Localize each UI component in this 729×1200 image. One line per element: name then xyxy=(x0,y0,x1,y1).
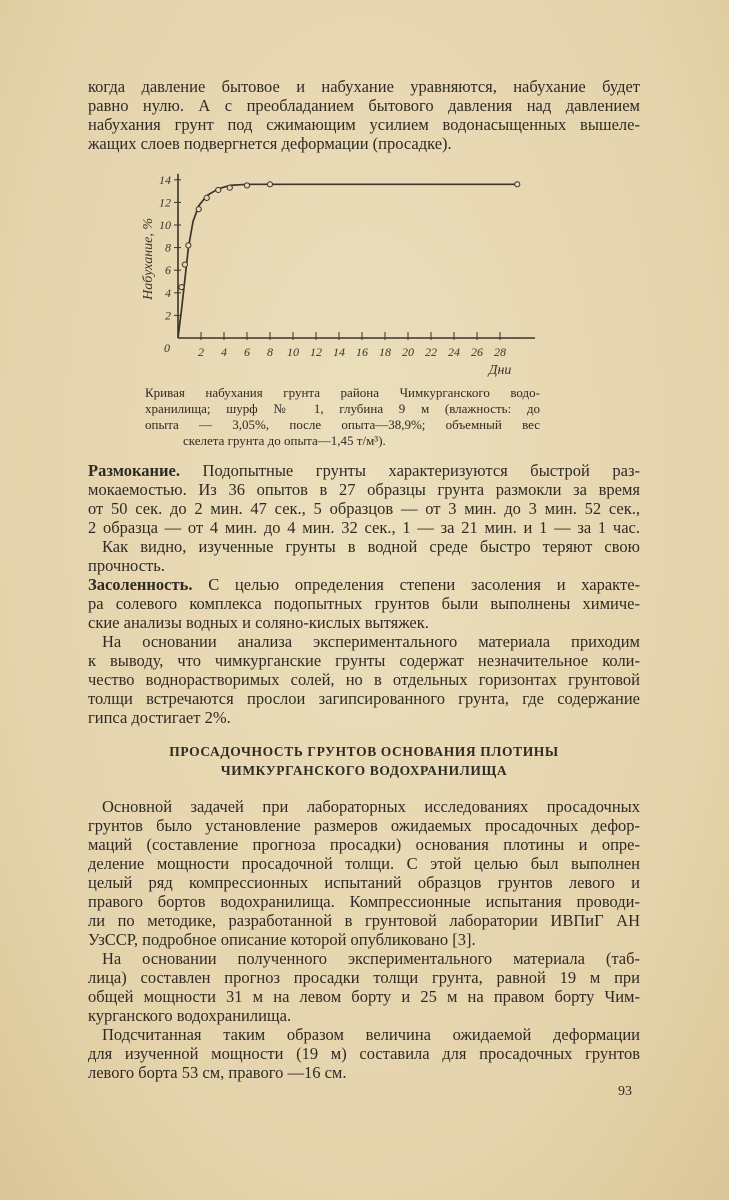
text-line: чество воднорастворимых солей, но в отдельных горизонтах грунтовой xyxy=(88,670,640,689)
salinity-first-line: С целью определения степени засоления и характе- xyxy=(208,575,641,594)
text-line: набухания грунт под сжимающим усилием водонасыщенных вышеле- xyxy=(88,115,640,134)
y-axis-label: Набухание, % xyxy=(141,217,156,300)
x-axis-label: Дни xyxy=(488,363,512,378)
text-line: когда давление бытовое и набухание уравняются, набухание будет xyxy=(88,77,640,96)
text-line: общей мощности 31 м на левом борту и 25 м на правом борту Чим- xyxy=(88,987,640,1006)
text-line xyxy=(88,461,640,480)
section-paragraph-1 xyxy=(88,797,640,949)
y-tick-label: 8 xyxy=(165,240,171,255)
x-tick-label: 2 xyxy=(198,345,204,359)
data-point-marker xyxy=(515,182,520,187)
text-line xyxy=(88,575,640,594)
x-tick-label: 16 xyxy=(356,345,368,359)
section-paragraph-2 xyxy=(88,949,640,1025)
data-point-marker xyxy=(267,182,272,187)
y-tick-label: 14 xyxy=(159,172,171,187)
x-tick-label: 8 xyxy=(267,345,273,359)
x-tick-label: 24 xyxy=(448,345,460,359)
swelling-curve-line xyxy=(178,184,517,338)
swelling-curve-chart xyxy=(130,160,550,385)
salinity-paragraph xyxy=(88,575,640,727)
text-line: левого борта 53 см, правого —16 см. xyxy=(88,1063,347,1082)
text-line: ли по методике, разработанной в грунтовой лаборатории ИВПиГ АН xyxy=(88,911,640,930)
y-tick-label: 6 xyxy=(165,263,171,278)
y-tick-label: 10 xyxy=(159,218,171,232)
data-point-marker xyxy=(244,183,249,188)
x-tick-label: 14 xyxy=(333,345,345,359)
data-point-marker xyxy=(216,187,221,192)
data-point-marker xyxy=(179,285,184,290)
caption-line: Кривая набухания грунта района Чимкурганского водо- xyxy=(145,385,540,400)
soaking-paragraph xyxy=(88,461,640,575)
soaking-heading: Размокание. xyxy=(88,461,180,480)
text-line: правого бортов водохранилища. Компрессионные испытания проводи- xyxy=(88,892,640,911)
x-tick-label: 12 xyxy=(310,345,322,359)
text-line: ра солевого комплекса подопытных грунтов были выполнены химиче- xyxy=(88,594,640,613)
text-line: грунтов было установление размеров ожидаемых просадочных дефор- xyxy=(88,816,640,835)
section-title-line: ЧИМКУРГАНСКОГО ВОДОХРАНИЛИЩА xyxy=(220,763,508,778)
text-line: равно нулю. А с преобладанием бытового давления над давлением xyxy=(88,96,640,115)
x-tick-label: 6 xyxy=(244,345,250,359)
origin-label: 0 xyxy=(164,341,170,355)
text-line: УзССР, подробное описание которой опубликовано [3]. xyxy=(88,930,476,949)
y-tick-label: 2 xyxy=(165,308,171,323)
text-line: маций (составление прогноза просадки) основания плотины и опре- xyxy=(88,835,640,854)
figure-caption xyxy=(145,385,540,449)
data-point-marker xyxy=(204,195,209,200)
x-tick-label: 26 xyxy=(471,345,483,359)
text-line: гипса достигает 2%. xyxy=(88,708,231,727)
text-line: целый ряд компрессионных испытаний образцов грунтов левого и xyxy=(88,873,640,892)
text-line: прочность. xyxy=(88,556,165,575)
page-number: 93 xyxy=(618,1084,632,1099)
data-point-marker xyxy=(227,185,232,190)
text-line: ские анализы водных и соляно-кислых вытяжек. xyxy=(88,613,429,632)
caption-line: опыта — 3,05%, после опыта—38,9%; объемный вес xyxy=(145,417,540,432)
text-line: жащих слоев подвергнется деформации (просадке). xyxy=(88,134,452,153)
text-line: Основной задачей при лабораторных исследованиях просадочных xyxy=(102,797,640,816)
text-line: На основании полученного экспериментального материала (таб- xyxy=(102,949,640,968)
x-tick-label: 18 xyxy=(379,345,391,359)
text-line: лица) составлен прогноз просадки толщи грунта, равной 19 м при xyxy=(88,968,640,987)
text-line: деление мощности просадочной толщи. С этой целью был выполнен xyxy=(88,854,640,873)
y-tick-label: 12 xyxy=(159,195,171,210)
text-line: толщи встречаются прослои загипсированного грунта, где содержание xyxy=(88,689,640,708)
text-line: курганского водохранилища. xyxy=(88,1006,292,1025)
soaking-first-line: Подопытные грунты характеризуются быстрой раз- xyxy=(202,461,640,480)
text-line: 2 образца — от 4 мин. до 4 мин. 32 сек., 1 — за 21 мин. и 1 — за 1 час. xyxy=(88,518,640,537)
section-title-line: ПРОСАДОЧНОСТЬ ГРУНТОВ ОСНОВАНИЯ ПЛОТИНЫ xyxy=(169,744,559,759)
x-tick-label: 22 xyxy=(425,345,437,359)
caption-line: хранилища; шурф № 1, глубина 9 м (влажность: до xyxy=(145,401,540,416)
text-line: к выводу, что чимкурганские грунты содержат незначительное коли- xyxy=(88,651,640,670)
intro-paragraph xyxy=(88,77,640,153)
data-point-marker xyxy=(186,243,191,248)
data-point-marker xyxy=(196,207,201,212)
x-tick-label: 4 xyxy=(221,345,227,359)
section-title xyxy=(88,742,640,780)
section-paragraph-3 xyxy=(88,1025,640,1082)
salinity-heading: Засоленность. xyxy=(88,575,193,594)
text-line: для изученной мощности (19 м) составила для просадочных грунтов xyxy=(88,1044,640,1063)
data-point-marker xyxy=(182,262,187,267)
x-tick-label: 20 xyxy=(402,345,414,359)
text-line: Как видно, изученные грунты в водной среде быстро теряют свою xyxy=(102,537,640,556)
text-line: мокаемостью. Из 36 опытов в 27 образцы грунта размокли за время xyxy=(88,480,640,499)
x-tick-label: 28 xyxy=(494,345,506,359)
caption-line: скелета грунта до опыта—1,45 т/м³). xyxy=(183,433,386,448)
x-tick-label: 10 xyxy=(287,345,299,359)
text-line: На основании анализа экспериментального материала приходим xyxy=(102,632,640,651)
text-line: от 50 сек. до 2 мин. 47 сек., 5 образцов — от 3 мин. до 3 мин. 52 сек., xyxy=(88,499,640,518)
text-line: Подсчитанная таким образом величина ожидаемой деформации xyxy=(102,1025,640,1044)
y-tick-label: 4 xyxy=(165,285,171,300)
